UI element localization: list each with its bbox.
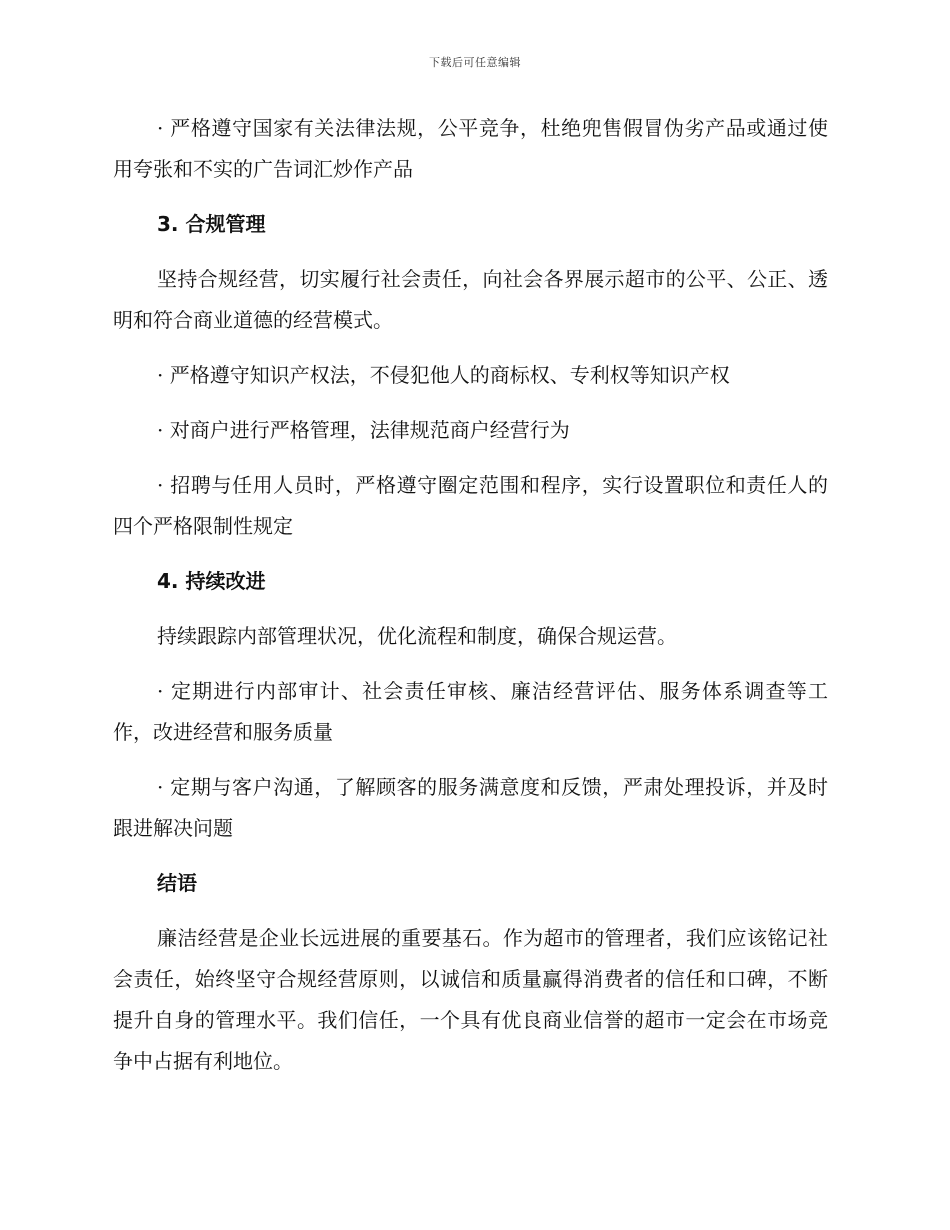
bullet-paragraph: · 严格遵守知识产权法，不侵犯他人的商标权、专利权等知识产权 bbox=[157, 363, 730, 387]
header-note: 下载后可任意编辑 bbox=[429, 56, 521, 69]
bullet-paragraph: · 招聘与任用人员时，严格遵守圈定范围和程序，实行设置职位和责任人的四个严格限制性规定 bbox=[113, 473, 828, 538]
bullet-paragraph: · 对商户进行严格管理，法律规范商户经营行为 bbox=[157, 418, 570, 442]
body-paragraph: 廉洁经营是企业长远进展的重要基石。作为超市的管理者，我们应该铭记社会责任，始终坚守合规经营原则，以诚信和质量赢得消费者的信任和口碑，不断提升自身的管理水平。我们信任，一个具有优良商业信誉的超市一定会在市场竞争中占据有利地位。 bbox=[113, 926, 828, 1073]
bullet-paragraph: · 定期进行内部审计、社会责任审核、廉洁经营评估、服务体系调查等工作，改进经营和服务质量 bbox=[113, 679, 828, 744]
body-paragraph: 持续跟踪内部管理状况，优化流程和制度，确保合规运营。 bbox=[157, 624, 677, 648]
bullet-paragraph: · 严格遵守国家有关法律法规，公平竞争，杜绝兜售假冒伪劣产品或通过使用夸张和不实的广告词汇炒作产品 bbox=[113, 116, 828, 181]
bullet-paragraph: · 定期与客户沟通，了解顾客的服务满意度和反馈，严肃处理投诉，并及时跟进解决问题 bbox=[113, 775, 828, 840]
section-heading: 结语 bbox=[157, 871, 197, 895]
section-heading: 4. 持续改进 bbox=[157, 569, 266, 593]
body-paragraph: 坚持合规经营，切实履行社会责任，向社会各界展示超市的公平、公正、透明和符合商业道德的经营模式。 bbox=[113, 267, 828, 332]
document-body bbox=[113, 108, 828, 1096]
section-heading: 3. 合规管理 bbox=[157, 212, 266, 236]
